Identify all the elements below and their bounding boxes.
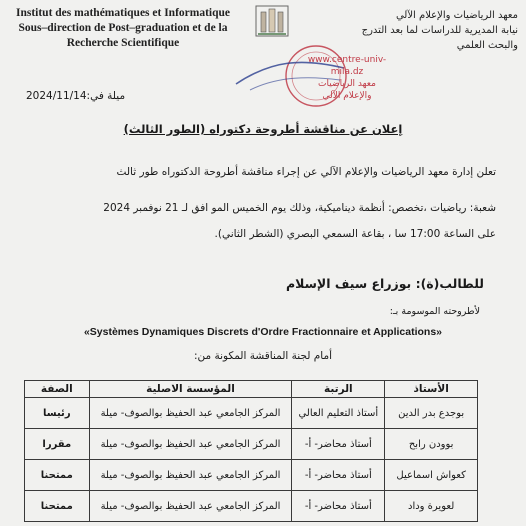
header-ar-line: نيابة المديرية للدراسات لما بعد التدرج bbox=[361, 25, 518, 36]
table-row bbox=[25, 460, 478, 491]
col-professor: الأستاذ bbox=[385, 381, 478, 398]
table-row bbox=[25, 398, 478, 429]
col-rank: الرتبة bbox=[292, 381, 385, 398]
jury-intro: أمام لجنة المناقشة المكونة من: bbox=[193, 350, 333, 362]
document-date: ميلة في:2024/11/14 bbox=[26, 90, 126, 102]
header-fr-line: Institut des mathématiques et Informatique bbox=[15, 7, 231, 19]
institute-header-ar bbox=[332, 8, 518, 53]
stamp-text bbox=[292, 54, 402, 102]
announcement-paragraph: تعلن إدارة معهد الرياضيات والإعلام الآلي عن إجراء مناقشة أطروحة الدكتوراه طور ثالث bbox=[116, 166, 496, 178]
professor-cell: لعويرة وداد bbox=[385, 491, 478, 522]
specialty-paragraph: شعبة: رياضيات ،تخصص: أنظمة ديناميكية، وذلك يوم الخميس المو افق لـ 21 نوفمبر 2024 bbox=[103, 202, 496, 214]
jury-table bbox=[24, 380, 478, 522]
role-cell: ممتحنا bbox=[25, 460, 90, 491]
professor-cell: بوجدع بدر الدين bbox=[385, 398, 478, 429]
professor-cell: كعواش اسماعيل bbox=[385, 460, 478, 491]
student-name: للطالب(ة): بوزراع سيف الإسلام bbox=[285, 276, 484, 291]
institution-cell: المركز الجامعي عبد الحفيظ بوالصوف- ميلة bbox=[89, 491, 292, 522]
thesis-intro: لأطروحته الموسومة بـ: bbox=[389, 306, 480, 317]
institute-header-fr bbox=[4, 6, 242, 51]
announcement-title-text: إعلان عن مناقشة أطروحة دكتوراه (الطور الثالث) bbox=[123, 122, 403, 136]
rank-cell: أستاذ التعليم العالي bbox=[292, 398, 385, 429]
institution-cell: المركز الجامعي عبد الحفيظ بوالصوف- ميلة bbox=[89, 398, 292, 429]
stamp-line: والإعلام الآلي bbox=[322, 91, 372, 101]
header-ar-line: والبحث العلمي bbox=[456, 40, 518, 51]
announcement-title bbox=[0, 122, 526, 136]
table-row bbox=[25, 429, 478, 460]
institution-cell: المركز الجامعي عبد الحفيظ بوالصوف- ميلة bbox=[89, 460, 292, 491]
jury-header-row bbox=[25, 381, 478, 398]
stamp-line: معهد الرياضيات bbox=[318, 79, 376, 89]
university-logo bbox=[252, 0, 292, 42]
col-institution: المؤسسة الاصلية bbox=[89, 381, 292, 398]
stamp-line: www.centre-univ-mila.dz bbox=[307, 55, 387, 77]
header-ar-line: معهد الرياضيات والإعلام الآلي bbox=[395, 10, 518, 21]
institution-cell: المركز الجامعي عبد الحفيظ بوالصوف- ميلة bbox=[89, 429, 292, 460]
rank-cell: أستاذ محاضر- أ- bbox=[292, 491, 385, 522]
header-fr-line: Sous–direction de Post–graduation et de la bbox=[18, 22, 228, 34]
role-cell: رئيسا bbox=[25, 398, 90, 429]
role-cell: مقررا bbox=[25, 429, 90, 460]
table-row bbox=[25, 491, 478, 522]
rank-cell: أستاذ محاضر- أ- bbox=[292, 460, 385, 491]
header-fr-line: Recherche Scientifique bbox=[66, 37, 180, 49]
rank-cell: أستاذ محاضر- أ- bbox=[292, 429, 385, 460]
col-role: الصفة bbox=[25, 381, 90, 398]
time-location-paragraph: على الساعة 17:00 سا ، بقاعة السمعي البصري (الشطر الثاني). bbox=[214, 228, 496, 240]
role-cell: ممتحنا bbox=[25, 491, 90, 522]
thesis-title: «Systèmes Dynamiques Discrets d'Ordre Fractionnaire et Applications» bbox=[83, 326, 443, 338]
professor-cell: بوودن رابح bbox=[385, 429, 478, 460]
